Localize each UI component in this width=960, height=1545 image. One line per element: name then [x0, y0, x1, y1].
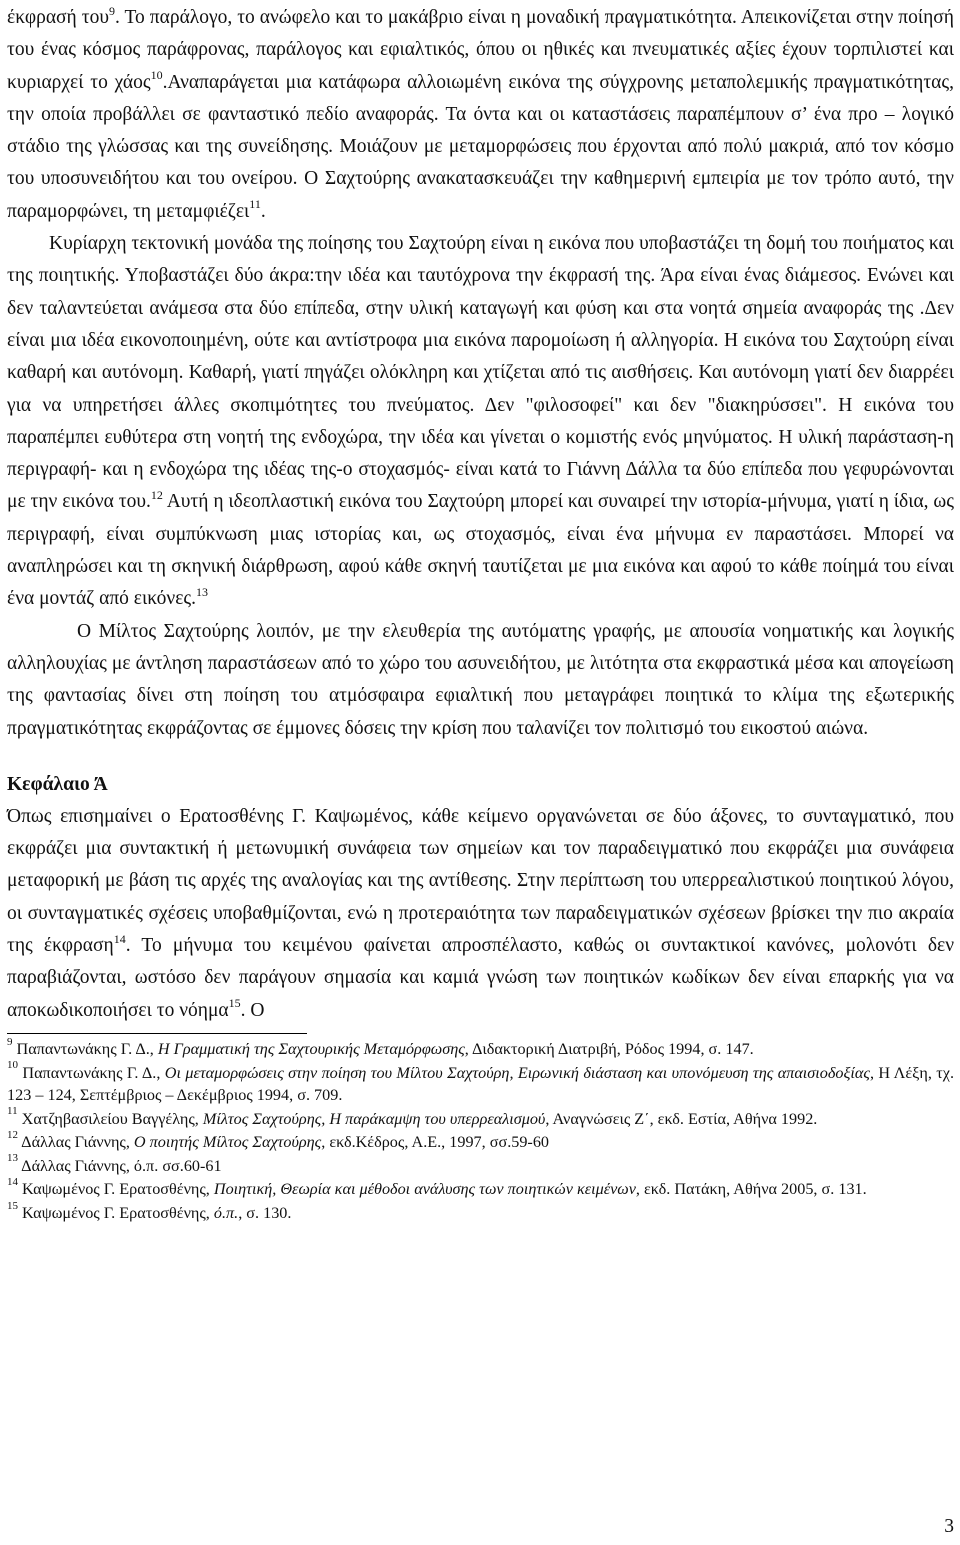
footnote-ref[interactable]: 11 [249, 197, 261, 212]
footnote-ref[interactable]: 9 [108, 3, 115, 18]
title-italic: Ποιητική, Θεωρία και μέθοδοι ανάλυσης των ποιητικών κειμένων [213, 1180, 636, 1199]
footnote-number: 11 [7, 1105, 18, 1118]
page-body [7, 2, 954, 1226]
paragraph-2 [7, 228, 954, 616]
footnote-number: 14 [7, 1176, 18, 1189]
footnote [7, 1178, 954, 1201]
paragraph-1 [7, 2, 954, 228]
footnotes [7, 1035, 955, 1225]
footnote-ref[interactable]: 13 [196, 584, 208, 599]
text: . [260, 200, 266, 222]
text: , εκδ.Κέδρος, Α.Ε., 1997, σσ.59-60 [321, 1133, 550, 1152]
text: Όπως επισημαίνει ο Ερατοσθένης Γ. Καψωμένος, κάθε κείμενο οργανώνεται σε δύο άξονες, το συνταγματικό, που εκφράζει μια συντακτική ή μετωνυμική συνάφεια των σημείων και τον παραδειγματικό που εκφράζει μια συνάφεια μεταφορική με βάση τις αρχές της αναλογίας και της αντίθεσης. Στην περίπτωση του υπερρεαλιστικού ποιητικού λόγου, οι συνταγματικές σχέσεις υποβαθμίζονται, ενώ η προτεραιότητα των παραδειγματικών σχέσεων βρίσκει την πιο ακραία της έκφραση [7, 805, 954, 957]
footnote-number: 9 [7, 1035, 13, 1048]
footnote-ref[interactable]: 12 [150, 487, 163, 502]
text: Κυρίαρχη τεκτονική μονάδα της ποίησης του Σαχτούρη είναι η εικόνα που υποβαστάζει τη δομή του ποιήματος και της ποιητικής. Υποβαστάζει δύο άκρα:την ιδέα και ταυτόχρονα την έκφρασή της. Άρα είναι ένας διάμεσος. Ενώνει και δεν ταλαντεύεται ανάμεσα στα δύο επίπεδα, στην υλική καταγωγή και φύση και στα νοητά σημεία αναφοράς της .Δεν είναι μια ιδέα εικονοποιημένη, ούτε και αντίστροφα μια εικόνα παρομοίωση ή αλληγορία. Η εικόνα του Σαχτούρη είναι καθαρή και αυτόνομη. Καθαρή, γιατί πηγάζει ολόκληρη και χτίζεται από τις αισθήσεις. Και αυτόνομη γιατί δεν διαρρέει για να υπηρετήσει άλλες σκοπιμότητες του πνεύματος. Δεν "φιλοσοφεί" και δεν "διακηρύσσει". Η εικόνα του παραπέμπει ευθύτερα στη νοητή της ενδοχώρα, την ιδέα και γίνεται ο κομιστής ενός μηνύματος. Η υλική παράσταση-η περιγραφή- και η ενδοχώρα της ιδέας της-ο στοχασμός- είναι κατά το Γιάννη Δάλλα τα δύο επίπεδα που γεφυρώνονται με την εικόνα του. [7, 233, 954, 513]
footnote-number: 13 [7, 1152, 18, 1165]
footnote [7, 1059, 955, 1107]
text: , σ. 130. [238, 1204, 292, 1223]
footnote [7, 1128, 954, 1154]
chapter-heading: Κεφάλαιο Ά [7, 773, 108, 795]
footnote-ref[interactable]: 15 [228, 996, 241, 1011]
paragraph-4 [7, 801, 954, 1027]
text: Παπαντωνάκης Γ. Δ., [12, 1039, 158, 1058]
footnote-number: 10 [7, 1059, 18, 1072]
footnote [7, 1199, 954, 1225]
title-italic: Οι μεταμορφώσεις στην ποίηση του Μίλτου Σαχτούρη, Ειρωνική διάσταση και υπονόμευση της απαισιοδοξίας [164, 1063, 870, 1082]
text: Καψωμένος Γ. Ερατοσθένης, [18, 1204, 214, 1223]
text: Αυτή η ιδεοπλαστική εικόνα του Σαχτούρη μπορεί και συναιρεί την ιστορία-μήνυμα, γιατί η ίδια, ως περιγραφή, είναι συμπύκνωση μιας ιστορίας και, ως στοχασμός, είναι ένα μήνυμα εν παραστάσει. Μπορεί να αναπληρώσει και τη σκηνική διάρθρωση, αφού κάθε σκηνή ταυτίζεται με μια εικόνα και αφού το κάθε ποίημά του είναι ένα μοντάζ από εικόνες. [7, 491, 954, 610]
title-italic: ό.π. [213, 1204, 239, 1223]
text: , Η Λέξη, τχ. 123 – 124, Σεπτέμβριος – Δεκέμβριος 1994, σ. 709. [7, 1063, 955, 1105]
text: Καψωμένος Γ. Ερατοσθένης, [18, 1180, 214, 1199]
text: . Το παράλογο, το ανώφελο και το μακάβριο είναι η μοναδική πραγματικότητα. Απεικονίζεται στην ποίησή του ένας κόσμος παράφρονας, παράλογος και εφιαλτικός, όπου οι ηθικές και πνευματικές αξίες έχουν τορπιλιστεί και κυριαρχεί το χάος [7, 7, 954, 93]
footnote-ref[interactable]: 14 [113, 931, 126, 946]
text: Δάλλας Γιάννης, ό.π. σσ.60-61 [18, 1156, 222, 1175]
title-italic: Η Γραμματική της Σαχτουρικής Μεταμόρφωσης [157, 1039, 465, 1058]
text: . Το μήνυμα του κειμένου φαίνεται απροσπέλαστο, καθώς οι συντακτικοί κανόνες, μολονότι δεν παραβιάζονται, ωστόσο δεν παράγουν σημασία και καμιά γνώση των ποιητικών κωδίκων δεν είναι επαρκής για να αποκωδικοποιήσει το νόημα [7, 935, 955, 1021]
footnote-number: 15 [7, 1199, 18, 1212]
title-italic: Μίλτος Σαχτούρης, Η παράκαμψη του υπερρεαλισμού [202, 1109, 546, 1128]
text: , εκδ. Πατάκη, Αθήνα 2005, σ. 131. [635, 1180, 867, 1199]
page-number: 3 [944, 1516, 954, 1537]
text: , Διδακτορική Διατριβή, Ρόδος 1994, σ. 147. [464, 1039, 754, 1058]
text: έκφρασή του [7, 7, 109, 28]
text: Δάλλας Γιάννης, [18, 1133, 134, 1152]
footnote-separator [7, 1033, 307, 1034]
footnote [7, 1035, 954, 1061]
footnote [7, 1152, 954, 1178]
text: . Ο [240, 999, 265, 1021]
text: Παπαντωνάκης Γ. Δ., [18, 1063, 165, 1082]
text: , Αναγνώσεις Ζ΄, εκδ. Εστία, Αθήνα 1992. [545, 1109, 818, 1128]
title-italic: Ο ποιητής Μίλτος Σαχτούρης [133, 1133, 322, 1152]
footnote-ref[interactable]: 10 [150, 68, 163, 83]
footnote [7, 1105, 954, 1131]
text: .Αναπαράγεται μια κατάφωρα αλλοιωμένη εικόνα της σύγχρονης μεταπολεμικής πραγματικότητας, την οποία προβάλλει σε φανταστικό πεδίο αναφοράς. Τα όντα και οι καταστάσεις παραπέμπουν σ’ ένα προ – λογικό στάδιο της γλώσσας και της συνείδησης. Μοιάζουν με μεταμορφώσεις που έρχονται από πολύ μακριά, από τον κόσμο του υποσυνειδήτου και του ονείρου. Ο Σαχτούρης ανακατασκευάζει την καθημερινή εμπειρία με τον τρόπο αυτό, την παραμορφώνει, τη μεταμφιέζει [7, 71, 954, 222]
text: Χατζηβασιλείου Βαγγέλης, [17, 1109, 203, 1128]
footnote-number: 12 [7, 1128, 18, 1141]
paragraph-3: Ο Μίλτος Σαχτούρης λοιπόν, με την ελευθερία της αυτόματης γραφής, με απουσία νοηματικής και λογικής αλληλουχίας με άντληση παραστάσεων από το χώρο του ασυνειδήτου, με λιτότητα στα εκφραστικά μέσα και απογείωση της φαντασίας δίνει στη ποίηση του ατμόσφαιρα εφιαλτική που μεταγράφει ποιητικά το κλίμα της εξωτερικής πραγματικότητας εκφράζοντας σε έμμονες δόσεις την κρίση που ταλανίζει τον πολιτισμό του εικοστού αιώνα. [7, 620, 954, 739]
